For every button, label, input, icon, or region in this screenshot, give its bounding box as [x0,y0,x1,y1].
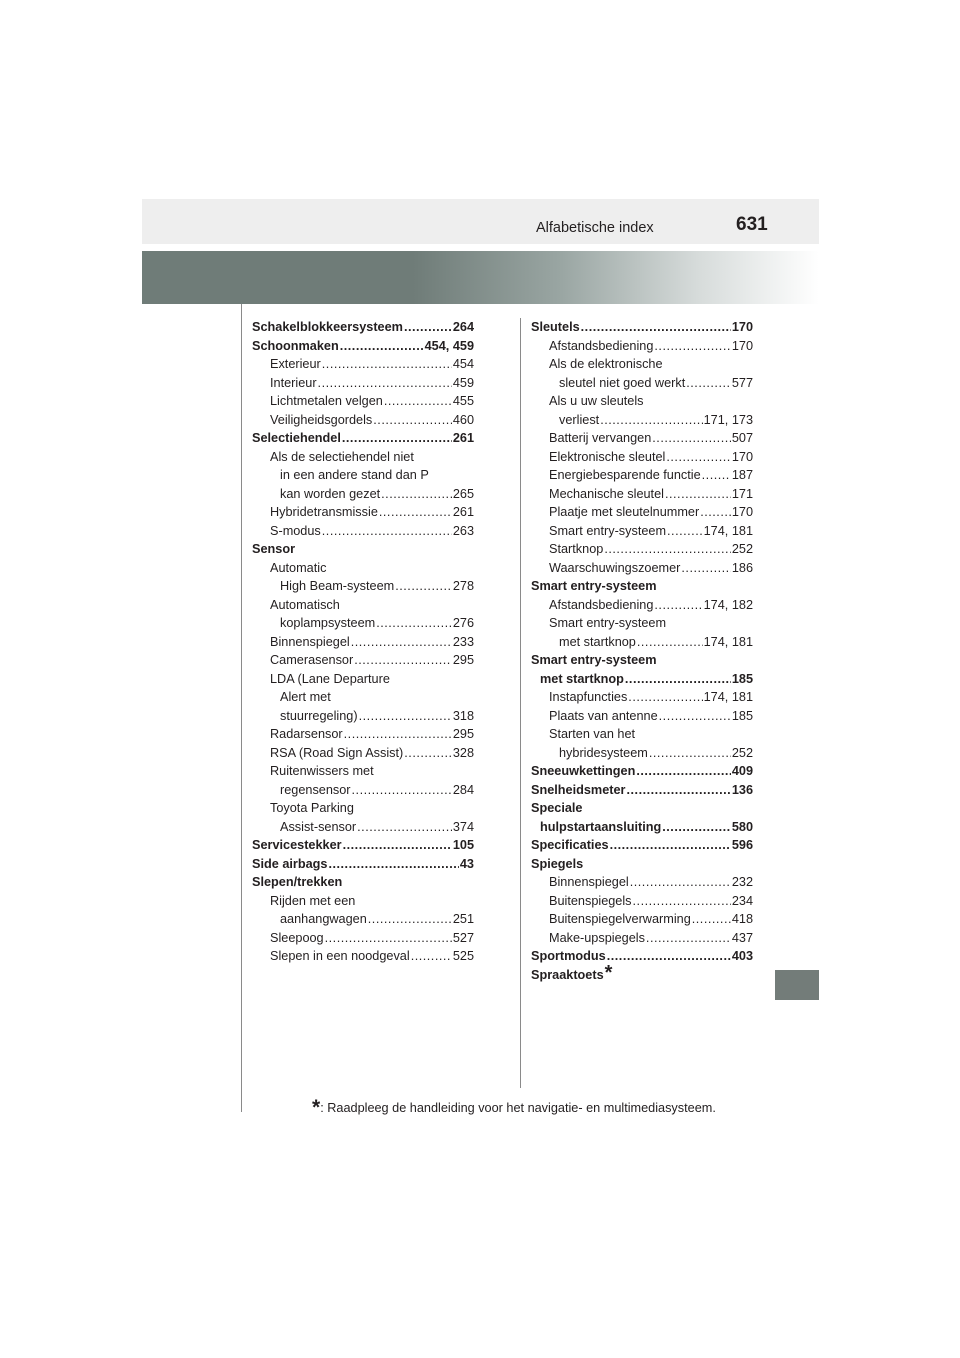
index-entry [252,725,474,744]
dot-leader [659,707,731,726]
index-entry [252,818,474,837]
index-entry [252,947,474,966]
index-entry-term: Smart entry-systeem [531,653,657,667]
index-entry-term: Alert met [280,690,331,704]
index-entry-term: Radarsensor [270,727,343,741]
dot-leader [381,485,452,504]
index-entry-term: Buitenspiegels [549,893,632,908]
index-entry [531,688,753,707]
dot-leader [630,873,731,892]
index-entry-page: 409 [731,764,753,778]
dot-leader [328,855,458,874]
dot-leader [354,651,452,670]
index-entry-term: sleutel niet goed werkt [559,375,686,390]
index-entry-page: 170 [731,505,753,519]
index-entry-page: 171 [731,486,753,501]
index-entry-term: Automatic [270,560,327,575]
index-entry [531,781,753,800]
index-entry-page: 455 [452,394,474,408]
dot-leader [352,781,452,800]
page-number: 631 [736,214,768,235]
index-entry [252,429,474,448]
dot-leader [404,318,452,337]
index-entry [252,374,474,393]
index-entry-page: 43 [459,856,474,871]
index-entry-term: Toyota Parking [270,801,354,815]
index-entry-term: Instapfuncties [549,690,628,704]
index-entry-term: Assist-sensor [280,819,357,834]
index-entry-page: 251 [452,912,474,926]
index-entry [531,559,753,578]
index-entry-term: regensensor [280,782,351,797]
index-entry [531,910,753,929]
dot-leader [322,355,452,374]
index-entry-term: Elektronische sleutel [549,449,666,464]
dot-leader [662,818,731,837]
footnote [312,1096,716,1120]
index-entry [531,374,753,393]
dot-leader [351,633,452,652]
index-entry-term: Starten van het [549,727,636,741]
index-entry [252,540,474,559]
dot-leader [379,503,452,522]
index-entry-page: 185 [731,708,753,723]
index-entry [531,337,753,356]
index-entry [531,762,753,781]
index-entry-page: 233 [452,634,474,649]
footnote-text: : Raadpleeg de handleiding voor het navigatie- en multimediasysteem. [320,1101,716,1115]
index-entry [531,485,753,504]
index-entry [252,392,474,411]
index-entry-term: Specificaties [531,838,609,852]
index-entry-term: Speciale [531,801,583,815]
index-entry-page: 276 [452,616,474,630]
index-entry [252,411,474,430]
index-entry-page: 174, 182 [703,597,753,612]
index-entry [252,873,474,892]
index-entry-term: Sleutels [531,320,580,334]
dot-leader [340,337,424,356]
header-gradient-band [142,251,819,304]
dot-leader [600,411,702,430]
index-entry-term: Startknop [549,542,604,556]
index-entry: Spraaktoets * [531,961,613,984]
index-entry [252,522,474,541]
index-entry-page: 264 [452,320,474,334]
index-entry [252,781,474,800]
index-entry-term: hulpstartaansluiting [540,819,662,834]
index-entry-page: 187 [731,468,753,482]
index-entry-page: 185 [731,671,753,686]
index-entry [531,448,753,467]
index-entry-page: 261 [452,505,474,519]
index-entry-term: Sensor [252,542,296,556]
dot-leader [628,688,702,707]
index-entry-term: Automatisch [270,597,340,612]
index-entry-term: Selectiehendel [252,431,341,445]
index-entry [252,799,474,818]
index-entry [252,836,474,855]
index-entry-page: 265 [452,486,474,501]
index-entry [531,503,753,522]
index-entry-term: RSA (Road Sign Assist) [270,745,404,760]
index-entry-term: Smart entry-systeem [531,579,657,593]
index-entry [252,688,474,707]
index-entry-term: in een andere stand dan P [280,468,429,482]
index-entry [252,910,474,929]
dot-leader [700,503,731,522]
index-entry-term: Schoonmaken [252,338,339,353]
dot-leader [376,614,452,633]
index-entry-term: Plaatje met sleutelnummer [549,505,700,519]
index-entry-page: 174, 181 [703,690,753,704]
index-entry [531,411,753,430]
index-entry-term: Exterieur [270,357,321,371]
index-entry-term: Sleepoog [270,930,324,945]
dot-leader [411,947,452,966]
index-entry-term: Veiligheidsgordels [270,412,373,427]
index-entry-page: 454 [452,357,474,371]
index-entry-page: 252 [731,542,753,556]
index-entry [531,633,753,652]
dot-leader [325,929,452,948]
left-margin-rule [241,304,242,1112]
index-entry [531,818,753,837]
index-entry-page: 295 [452,727,474,741]
index-entry-page: 284 [452,782,474,797]
index-entry-page: 174, 181 [703,523,753,538]
index-entry [252,577,474,596]
index-entry-term: met startknop [559,634,636,649]
index-entry-page: 278 [452,579,474,593]
index-entry-page: 186 [731,560,753,575]
index-entry [531,651,753,670]
index-entry-term: Hybridetransmissie [270,505,378,519]
index-entry-term: Als de selectiehendel niet [270,449,414,464]
chapter-side-tab [775,970,819,1000]
index-entry [531,670,753,689]
index-entry [531,392,753,411]
index-entry [252,337,474,356]
index-entry [252,855,474,874]
index-entry [252,651,474,670]
index-entry [252,670,474,689]
index-entry [252,762,474,781]
index-entry [252,744,474,763]
index-entry [531,355,753,374]
dot-leader [637,633,703,652]
index-entry-page: 252 [731,745,753,760]
dot-leader [646,929,731,948]
index-entry-term: Servicestekker [252,838,342,852]
index-column-left [252,318,474,966]
index-entry [531,429,753,448]
index-entry [252,633,474,652]
index-entry-term: Afstandsbediening [549,338,654,353]
index-entry-term: Rijden met een [270,893,356,908]
dot-leader [610,836,731,855]
index-entry [252,448,474,467]
index-entry-term: Spiegels [531,856,584,871]
dot-leader [665,485,731,504]
index-entry [531,707,753,726]
index-entry-page: 171, 173 [703,412,753,427]
index-entry-term: Batterij vervangen [549,431,652,445]
index-entry [531,577,753,596]
dot-leader [607,947,731,966]
index-entry [531,318,753,337]
index-entry-term: Slepen in een noodgeval [270,949,410,963]
dot-leader [404,744,452,763]
dot-leader [652,429,731,448]
index-entry-term: hybridesysteem [559,745,648,760]
index-entry-term: Waarschuwingszoemer [549,560,681,575]
index-entry [252,485,474,504]
index-entry [252,892,474,911]
index-entry-page: 577 [731,375,753,390]
index-entry-term: Mechanische sleutel [549,486,664,501]
index-entry-term: Afstandsbediening [549,597,654,612]
index-entry [531,614,753,633]
index-entry-page: 174, 181 [703,634,753,649]
index-entry [531,466,753,485]
index-entry [531,725,753,744]
index-entry-term: Plaats van antenne [549,708,658,723]
index-entry-term: Ruitenwissers met [270,764,374,778]
index-entry-term: Make-upspiegels [549,930,645,945]
index-entry-page: 596 [731,838,753,852]
dot-leader [342,429,452,448]
index-entry [531,799,753,818]
index-entry-page: 328 [452,745,474,760]
index-entry-term: Snelheidsmeter [531,782,626,797]
index-entry-page: 460 [452,412,474,427]
index-entry-term: aanhangwagen [280,912,367,926]
index-entry [252,596,474,615]
dot-leader [395,577,452,596]
dot-leader [627,781,731,800]
index-entry [531,892,753,911]
index-entry [252,466,474,485]
index-entry-term: stuurregeling) [280,708,358,723]
index-entry-page: 374 [452,819,474,834]
index-entry-page: 170 [731,338,753,353]
dot-leader [649,744,731,763]
index-entry [531,522,753,541]
index-entry [531,836,753,855]
index-entry [531,596,753,615]
index-entry-term: Sneeuwkettingen [531,764,636,778]
index-entry-term: High Beam-systeem [280,579,395,593]
section-title: Alfabetische index [536,220,654,236]
index-entry [531,873,753,892]
index-entry-term: Binnenspiegel [270,634,350,649]
index-entry-page: 234 [731,893,753,908]
index-entry-page: 437 [731,930,753,945]
dot-leader [681,559,730,578]
index-entry-term: Als u uw sleutels [549,394,644,408]
column-divider [520,318,521,1088]
index-entry-page: 263 [452,523,474,538]
index-entry-term: Als de elektronische [549,357,663,371]
index-entry-page: 507 [731,431,753,445]
dot-leader [654,596,702,615]
index-entry-term: Sportmodus [531,949,606,963]
index-entry-page: 525 [452,949,474,963]
index-entry-term: Lichtmetalen velgen [270,394,383,408]
index-entry [531,540,753,559]
index-entry [252,503,474,522]
dot-leader [322,522,452,541]
dot-leader [686,374,731,393]
index-entry [252,355,474,374]
index-entry-term: verliest [559,412,600,427]
dot-leader [318,374,452,393]
index-entry-page: 136 [731,782,753,797]
index-entry-term: Energiebesparende functie [549,468,701,482]
index-entry-page: 295 [452,653,474,667]
index-entry-page: 170 [731,449,753,464]
index-entry-term: S-modus [270,523,321,538]
index-entry [252,614,474,633]
index-entry-term: Side airbags [252,856,328,871]
index-entry-page: 418 [731,912,753,926]
index-entry-page: 232 [731,875,753,889]
dot-leader [581,318,731,337]
dot-leader [692,910,731,929]
index-entry [531,929,753,948]
dot-leader [702,466,731,485]
dot-leader [357,818,452,837]
dot-leader [343,836,452,855]
index-entry-term: LDA (Lane Departure [270,671,390,686]
index-entry-term: met startknop [540,671,624,686]
index-entry-term: Smart entry-systeem [549,523,667,538]
index-entry-term: Interieur [270,375,317,390]
index-entry [252,707,474,726]
index-entry-page: 527 [452,930,474,945]
dot-leader [636,762,730,781]
index-entry-page: 318 [452,708,474,723]
index-entry [531,744,753,763]
dot-leader [359,707,452,726]
dot-leader [667,522,703,541]
index-entry [531,947,753,966]
page-header-bar [142,199,819,244]
index-entry-page: 454, 459 [424,338,474,353]
index-entry-page: 459 [452,375,474,390]
index-entry-page: 105 [452,838,474,852]
index-entry-term: Spraaktoets [531,967,604,982]
dot-leader [373,411,452,430]
index-entry-term: Smart entry-systeem [549,616,667,630]
index-entry [531,855,753,874]
dot-leader [384,392,452,411]
index-entry-page: 261 [452,431,474,445]
index-entry-term: Schakelblokkeersysteem [252,320,403,334]
index-entry-page: 170 [731,320,753,334]
index-entry-term: koplampsysteem [280,616,376,630]
index-entry-term: kan worden gezet [280,486,381,501]
dot-leader [633,892,731,911]
dot-leader [666,448,730,467]
index-entry [252,929,474,948]
index-column-right [531,318,753,984]
index-entry-term: Slepen/trekken [252,875,343,889]
dot-leader [625,670,731,689]
index-entry-term: Buitenspiegelverwarming [549,912,691,926]
dot-leader [604,540,731,559]
index-entry-page: 403 [731,949,753,963]
index-entry-page: 580 [731,819,753,834]
index-entry [252,559,474,578]
index-entry-term: Camerasensor [270,653,354,667]
dot-leader [368,910,452,929]
dot-leader [344,725,452,744]
footnote-marker: * [312,1096,321,1119]
dot-leader [654,337,730,356]
index-entry-term: Binnenspiegel [549,875,629,889]
index-entry [252,318,474,337]
